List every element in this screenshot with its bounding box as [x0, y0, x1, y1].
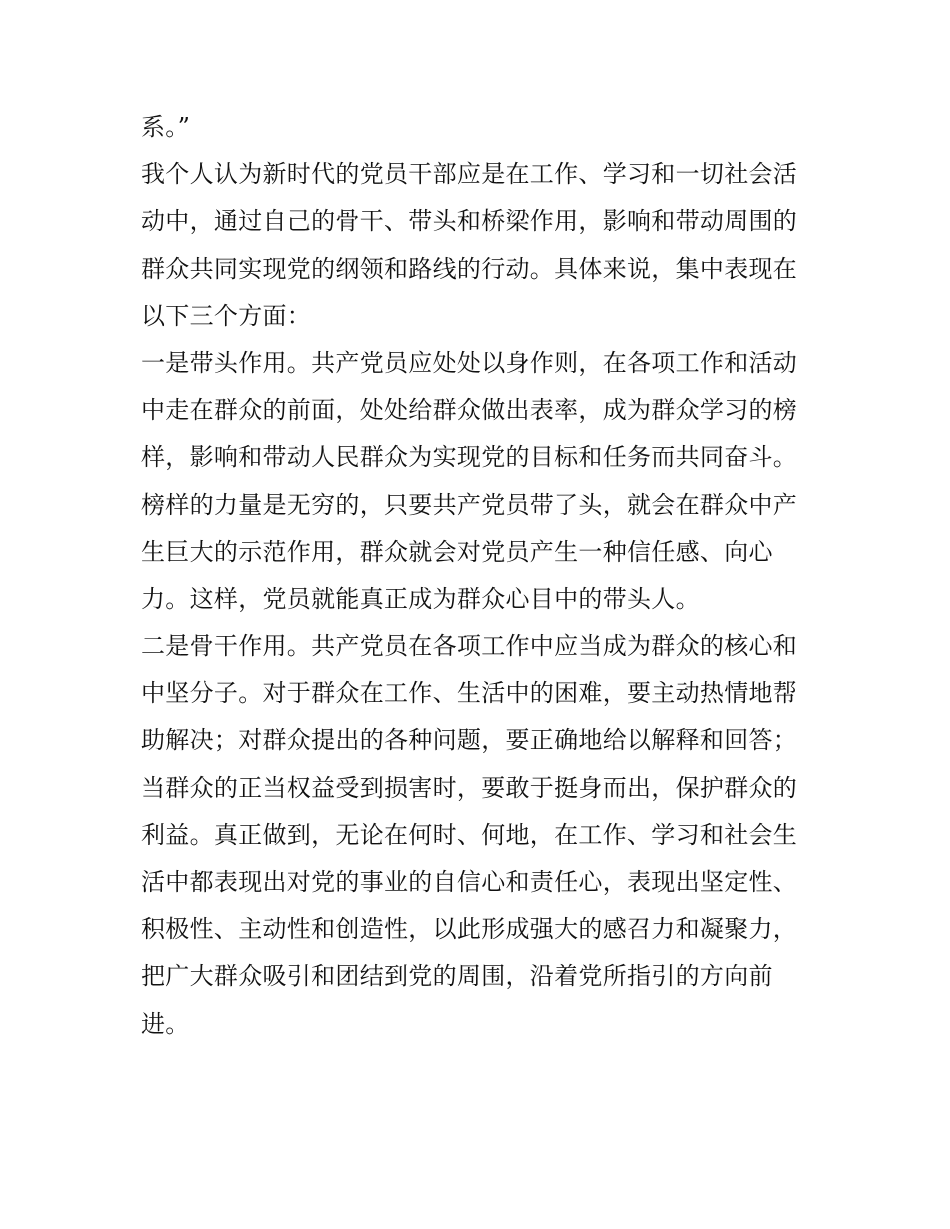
text-line: 榜样的力量是无穷的，只要共产党员带了头，就会在群众中产 — [141, 490, 798, 519]
text-line: 中坚分子。对于群众在工作、生活中的困难，要主动热情地帮 — [141, 679, 798, 708]
text-line: 积极性、主动性和创造性，以此形成强大的感召力和凝聚力， — [141, 915, 798, 944]
text-line: 中走在群众的前面，处处给群众做出表率，成为群众学习的榜 — [141, 396, 798, 425]
text-line: 以下三个方面： — [141, 301, 312, 330]
text-line: 生巨大的示范作用，群众就会对党员产生一种信任感、向心 — [141, 537, 773, 566]
text-line: 力。这样，党员就能真正成为群众心目中的带头人。 — [141, 584, 700, 613]
body-text — [141, 104, 813, 1048]
text-line: 系。” — [141, 113, 191, 141]
text-line: 群众共同实现党的纲领和路线的行动。具体来说，集中表现在 — [141, 254, 798, 283]
text-line: 助解决；对群众提出的各种问题，要正确地给以解释和回答； — [141, 726, 798, 755]
text-line: 利益。真正做到，无论在何时、何地，在工作、学习和社会生 — [141, 820, 798, 849]
text-line: 动中，通过自己的骨干、带头和桥梁作用，影响和带动周围的 — [141, 207, 798, 236]
text-line: 我个人认为新时代的党员干部应是在工作、学习和一切社会活 — [141, 160, 798, 189]
text-line: 进。 — [141, 1009, 190, 1038]
text-line: 样，影响和带动人民群众为实现党的目标和任务而共同奋斗。 — [141, 443, 798, 472]
text-line: 二是骨干作用。共产党员在各项工作中应当成为群众的核心和 — [141, 632, 798, 661]
text-line: 把广大群众吸引和团结到党的周围，沿着党所指引的方向前 — [141, 962, 773, 991]
text-line: 活中都表现出对党的事业的自信心和责任心，表现出坚定性、 — [141, 868, 798, 896]
text-line: 一是带头作用。共产党员应处处以身作则，在各项工作和活动 — [141, 348, 798, 377]
text-line: 当群众的正当权益受到损害时，要敢于挺身而出，保护群众的 — [141, 773, 798, 802]
